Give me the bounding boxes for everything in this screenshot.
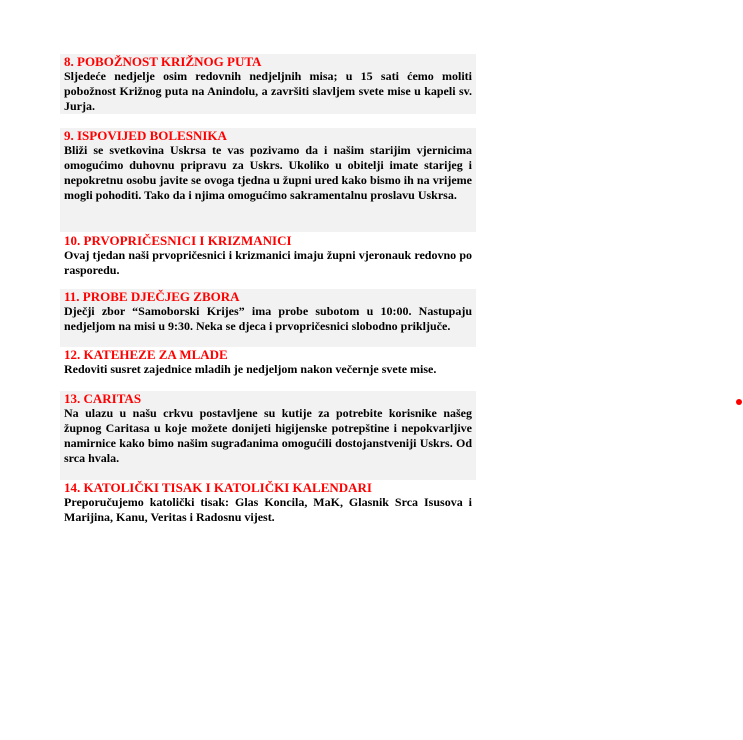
section-body: Bliži se svetkovina Uskrsa te vas pozivamo da i našim starijim vjernicima omogućimo duhovnu pripravu za Uskrs. Ukoliko u obitelji imate starijeg i nepokretnu osobu javite se ovoga tjedna u župni ured kako bismo ih na vrijeme mogli pohoditi. Tako da i njima omogućimo sakramentalnu proslavu Uskrsa. xyxy=(64,143,472,202)
section-prvopricesnici xyxy=(60,232,476,277)
section-title: 8. POBOŽNOST KRIŽNOG PUTA xyxy=(64,54,262,69)
section-krizni-put xyxy=(60,54,476,114)
section-body: Sljedeće nedjelje osim redovnih nedjeljnih misa; u 15 sati ćemo moliti pobožnost Križnog puta na Anindolu, a završiti slavljem svete mise u kapeli sv. Jurja. xyxy=(64,69,472,113)
section-ispovijed-bolesnika xyxy=(60,128,476,232)
section-caritas xyxy=(60,391,476,480)
section-katolicki-tisak xyxy=(60,480,476,526)
section-body: Redoviti susret zajednice mladih je nedjeljom nakon večernje svete mise. xyxy=(64,362,437,376)
section-body: Na ulazu u našu crkvu postavljene su kutije za potrebite korisnike našeg župnog Caritasa u koje možete donijeti higijenske potrepštine i nepokvarljive namirnice kako bimo našim sugrađanima omogućili dostojanstveniji Uskrs. Od srca hvala. xyxy=(64,406,472,465)
section-djecji-zbor xyxy=(60,289,476,347)
section-title: 9. ISPOVIJED BOLESNIKA xyxy=(64,128,227,143)
section-body: Dječji zbor “Samoborski Krijes” ima probe subotom u 10:00. Nastupaju nedjeljom na misi u 9:30. Neka se djeca i prvopričesnici slobodno priključe. xyxy=(64,304,472,333)
section-kateheze xyxy=(60,347,476,391)
announcements-column xyxy=(60,54,476,526)
section-body: Ovaj tjedan naši prvopričesnici i krizmanici imaju župni vjeronauk redovno po rasporedu. xyxy=(64,248,472,277)
section-title: 14. KATOLIČKI TISAK I KATOLIČKI KALENDARI xyxy=(64,480,372,495)
section-body: Preporučujemo katolički tisak: Glas Koncila, MaK, Glasnik Srca Isusova i Marijina, Kanu, Veritas i Radosnu vijest. xyxy=(64,495,472,524)
section-title: 11. PROBE DJEČJEG ZBORA xyxy=(64,289,240,304)
section-title: 12. KATEHEZE ZA MLADE xyxy=(64,347,228,362)
red-marker-dot xyxy=(736,399,742,405)
section-title: 10. PRVOPRIČESNICI I KRIZMANICI xyxy=(64,233,292,248)
section-title: 13. CARITAS xyxy=(64,391,142,406)
